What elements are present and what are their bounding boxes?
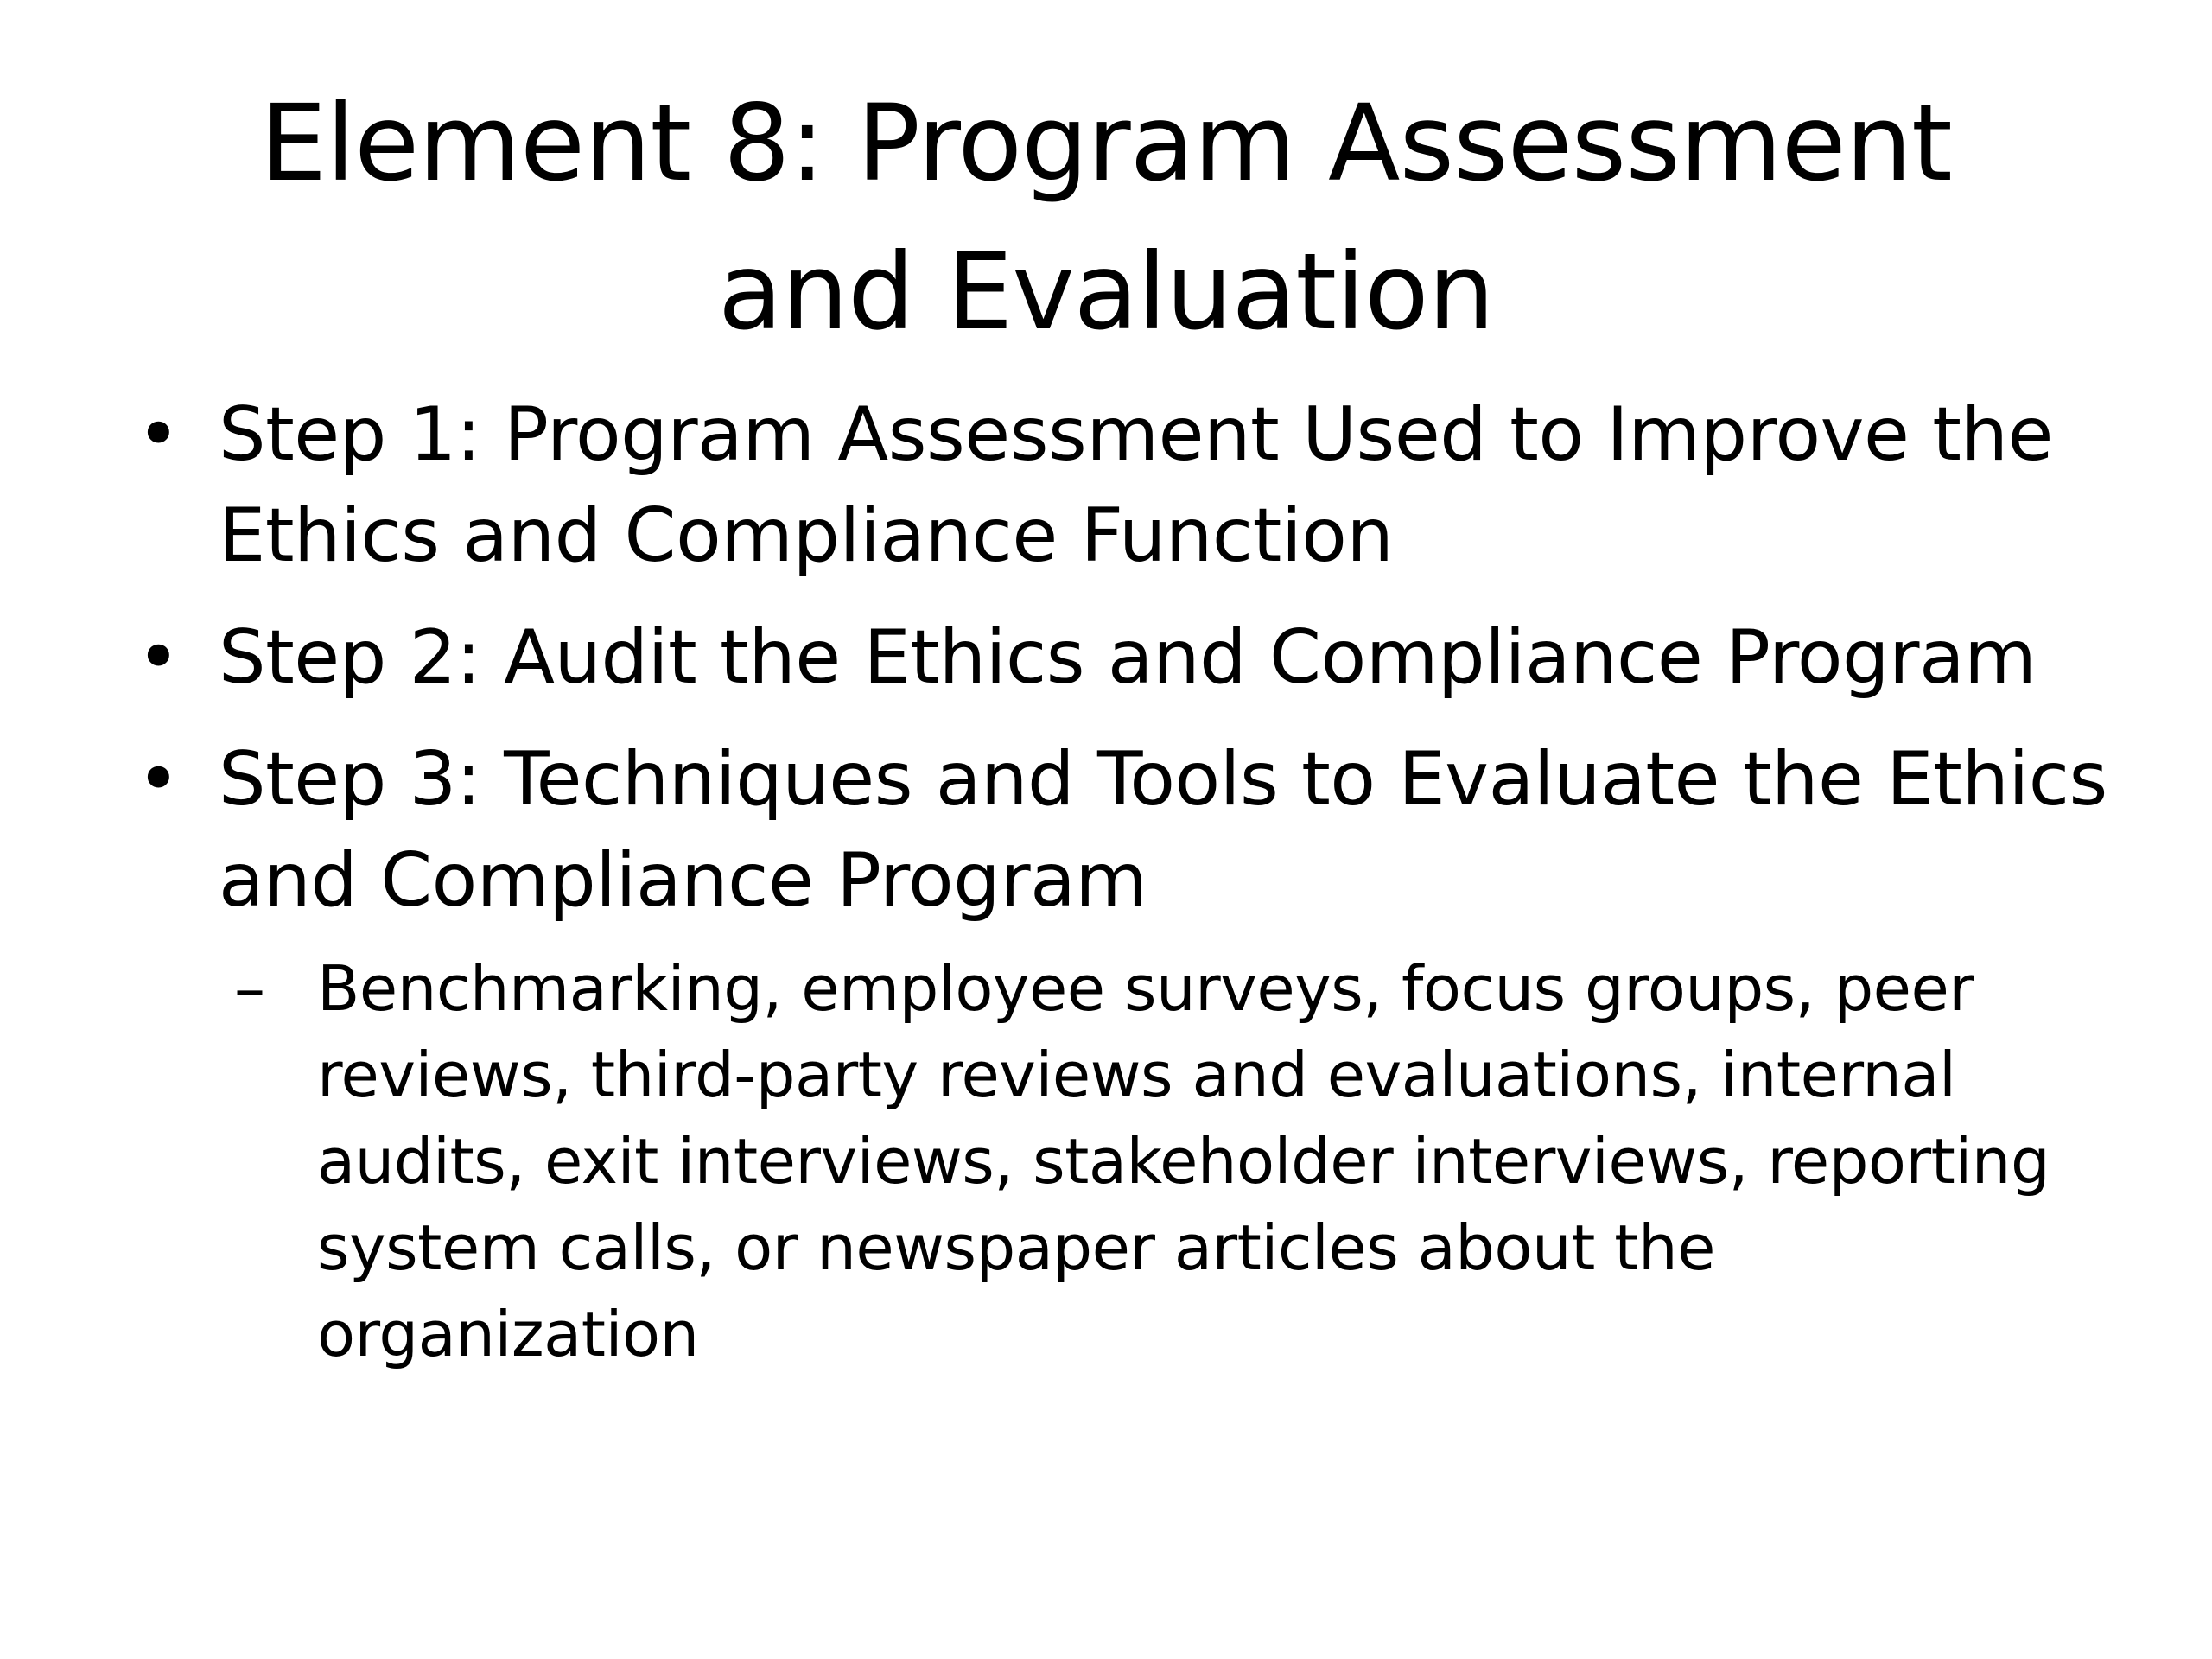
slide-title: Element 8: Program Assessment and Evaluation xyxy=(260,82,1952,353)
bullet-marker: • xyxy=(137,736,181,823)
bullet-marker: • xyxy=(137,391,181,478)
bullet-text: Step 3: Techniques and Tools to Evaluate the Ethics and Compliance Program xyxy=(219,736,2107,924)
bullet-marker: • xyxy=(137,614,181,701)
bullet-step-2 xyxy=(130,607,2117,709)
bullet-step-3 xyxy=(130,729,2117,1377)
sub-bullet-techniques xyxy=(219,945,2114,1377)
sub-bullet-text: Benchmarking, employee surveys, focus groups, peer reviews, third-party reviews and evaluations, internal audits, exit interviews, stakeholder interviews, reporting system calls, or newspaper articles about the organization xyxy=(317,952,2050,1370)
sub-bullet-marker: – xyxy=(234,952,265,1025)
bullet-text: Step 1: Program Assessment Used to Improve the Ethics and Compliance Function xyxy=(219,391,2053,579)
bullet-step-1 xyxy=(130,385,2117,587)
bullet-list xyxy=(130,385,2117,1398)
bullet-text: Step 2: Audit the Ethics and Compliance Program xyxy=(219,614,2037,701)
sub-bullet-list xyxy=(219,945,2117,1377)
